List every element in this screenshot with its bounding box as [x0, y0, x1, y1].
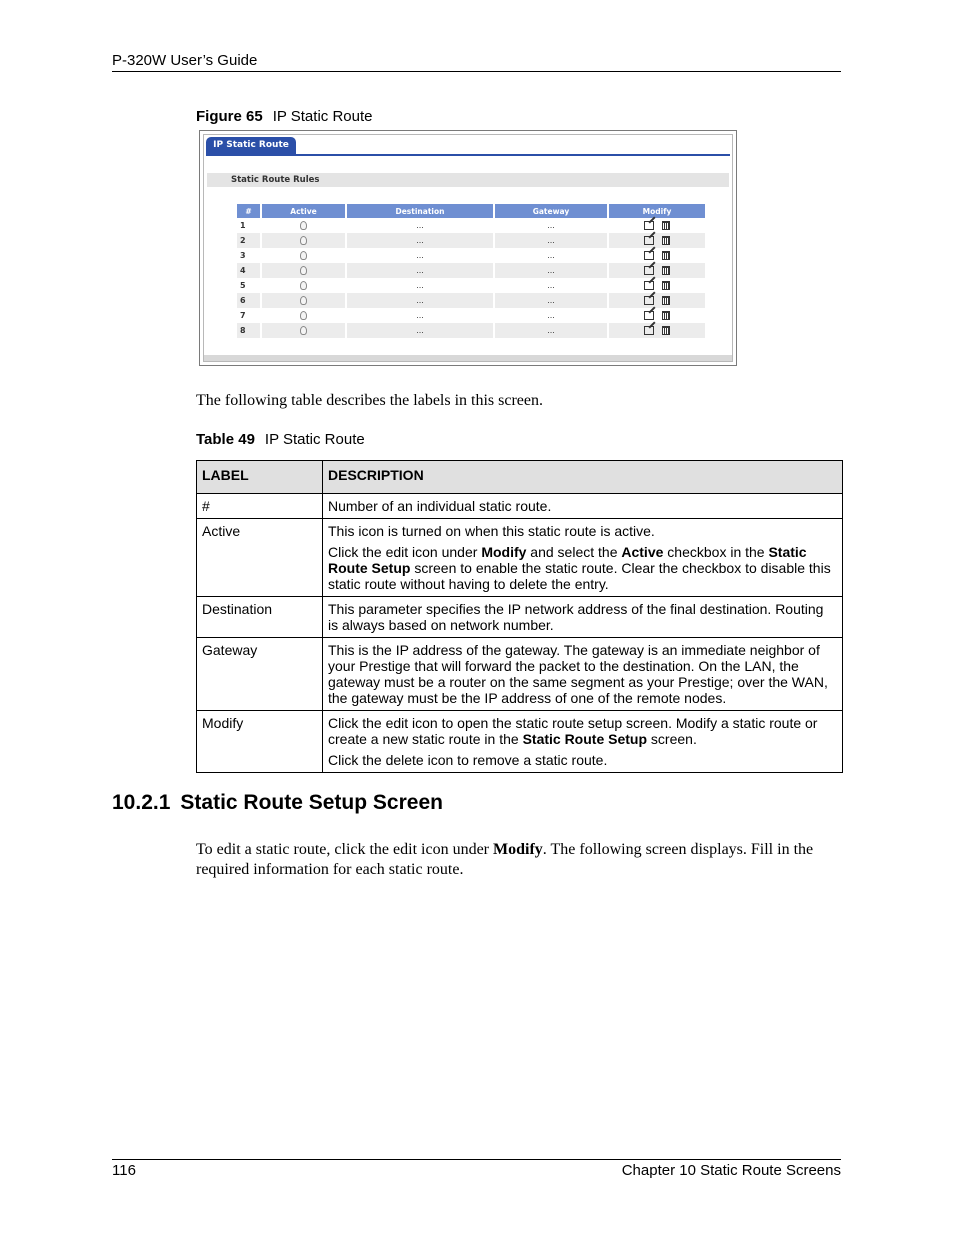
- description-table: [196, 460, 843, 773]
- edit-icon[interactable]: [644, 311, 654, 320]
- row-description: Click the edit icon under Modify and select the Active checkbox in the Static Route Setup screen to enable the static route. Clear the checkbox to disable this static route without having to delete the entry.: [328, 544, 831, 592]
- route-number: 5: [240, 281, 246, 290]
- static-route-table: [235, 204, 707, 338]
- row-label: Active: [197, 519, 323, 597]
- bulb-icon: [300, 266, 307, 275]
- route-row: [237, 293, 705, 308]
- route-row: [237, 218, 705, 233]
- edit-icon[interactable]: [644, 296, 654, 305]
- route-destination: ...: [416, 281, 424, 290]
- route-number: 1: [240, 221, 246, 230]
- table-row: [197, 519, 843, 597]
- table-row: [197, 597, 843, 638]
- route-row: [237, 323, 705, 338]
- route-gateway: ...: [547, 221, 555, 230]
- chapter-title: Chapter 10 Static Route Screens: [621, 1162, 841, 1179]
- route-destination: ...: [347, 293, 493, 308]
- running-header: P-320W User’s Guide: [112, 52, 258, 69]
- bulb-icon: [300, 311, 307, 320]
- row-description: Click the edit icon to open the static route setup screen. Modify a static route or create a new static route in the Static Route Setup screen.: [328, 715, 818, 747]
- edit-icon[interactable]: [644, 281, 654, 290]
- row-description: This parameter specifies the IP network address of the final destination. Routing is always based on network number.: [328, 601, 824, 633]
- delete-icon[interactable]: [662, 296, 670, 305]
- bulb-icon: [300, 296, 307, 305]
- col-header-active: Active: [262, 204, 345, 218]
- route-row: [237, 263, 705, 278]
- delete-icon[interactable]: [662, 281, 670, 290]
- route-row: [237, 278, 705, 293]
- bulb-icon: [300, 221, 307, 230]
- route-number: 3: [240, 251, 246, 260]
- route-destination: ...: [347, 233, 493, 248]
- edit-icon[interactable]: [644, 326, 654, 335]
- route-number: 2: [237, 233, 260, 248]
- header-rule: [112, 71, 841, 72]
- delete-icon[interactable]: [662, 236, 670, 245]
- route-row: [237, 248, 705, 263]
- route-destination: ...: [416, 311, 424, 320]
- table-row: [197, 638, 843, 711]
- route-gateway: ...: [547, 311, 555, 320]
- route-number: 6: [237, 293, 260, 308]
- section-title: Static Route Setup Screen: [180, 791, 443, 814]
- delete-icon[interactable]: [662, 221, 670, 230]
- route-destination: ...: [347, 323, 493, 338]
- route-destination: ...: [347, 263, 493, 278]
- row-description: This is the IP address of the gateway. The gateway is an immediate neighbor of your Prestige that will forward the packet to the destination. On the LAN, the gateway must be a router on the same segment as your Prestige; over the WAN, the gateway must be the IP address of one of the remote nodes.: [328, 642, 828, 706]
- figure-caption: [196, 108, 372, 125]
- delete-icon[interactable]: [662, 311, 670, 320]
- table-caption: [196, 431, 365, 448]
- row-label: Modify: [197, 711, 323, 773]
- screenshot-figure: [199, 130, 737, 366]
- route-destination: ...: [416, 251, 424, 260]
- delete-icon[interactable]: [662, 326, 670, 335]
- route-row: [237, 233, 705, 248]
- bulb-icon: [300, 326, 307, 335]
- bulb-icon: [300, 236, 307, 245]
- figure-label: Figure 65: [196, 108, 263, 125]
- delete-icon[interactable]: [662, 266, 670, 275]
- col-header-gateway: Gateway: [495, 204, 607, 218]
- route-gateway: ...: [495, 263, 607, 278]
- section-body: To edit a static route, click the edit icon under Modify. The following screen displays. Fill in the required information for each static route.: [196, 841, 814, 878]
- table-row: [197, 494, 843, 519]
- header-label: LABEL: [197, 461, 323, 494]
- figure-title: IP Static Route: [272, 108, 373, 125]
- table-row: [197, 711, 843, 773]
- route-number: 7: [240, 311, 246, 320]
- section-bar: Static Route Rules: [207, 173, 729, 187]
- edit-icon[interactable]: [644, 266, 654, 275]
- edit-icon[interactable]: [644, 251, 654, 260]
- row-description: This icon is turned on when this static route is active.: [328, 523, 655, 539]
- route-gateway: ...: [495, 293, 607, 308]
- edit-icon[interactable]: [644, 236, 654, 245]
- footer-rule: [112, 1159, 841, 1160]
- route-gateway: ...: [547, 251, 555, 260]
- table-label: Table 49: [196, 431, 255, 448]
- row-description: Click the delete icon to remove a static route.: [328, 752, 608, 768]
- route-row: [237, 308, 705, 323]
- section-heading: [112, 791, 443, 815]
- row-label: #: [197, 494, 323, 519]
- col-header-destination: Destination: [347, 204, 493, 218]
- route-gateway: ...: [495, 323, 607, 338]
- tab-ip-static-route[interactable]: IP Static Route: [206, 137, 296, 154]
- route-number: 4: [237, 263, 260, 278]
- route-number: 8: [237, 323, 260, 338]
- header-description: DESCRIPTION: [323, 461, 843, 494]
- col-header-modify: Modify: [609, 204, 705, 218]
- intro-paragraph: The following table describes the labels in this screen.: [196, 392, 544, 409]
- col-header-number: #: [237, 204, 260, 218]
- delete-icon[interactable]: [662, 251, 670, 260]
- row-description: Number of an individual static route.: [328, 498, 552, 514]
- bulb-icon: [300, 281, 307, 290]
- table-title: IP Static Route: [264, 431, 365, 448]
- edit-icon[interactable]: [644, 221, 654, 230]
- row-label: Destination: [197, 597, 323, 638]
- section-number: 10.2.1: [112, 791, 171, 814]
- bulb-icon: [300, 251, 307, 260]
- route-gateway: ...: [495, 233, 607, 248]
- page-number: 116: [112, 1162, 136, 1179]
- route-gateway: ...: [547, 281, 555, 290]
- route-destination: ...: [416, 221, 424, 230]
- row-label: Gateway: [197, 638, 323, 711]
